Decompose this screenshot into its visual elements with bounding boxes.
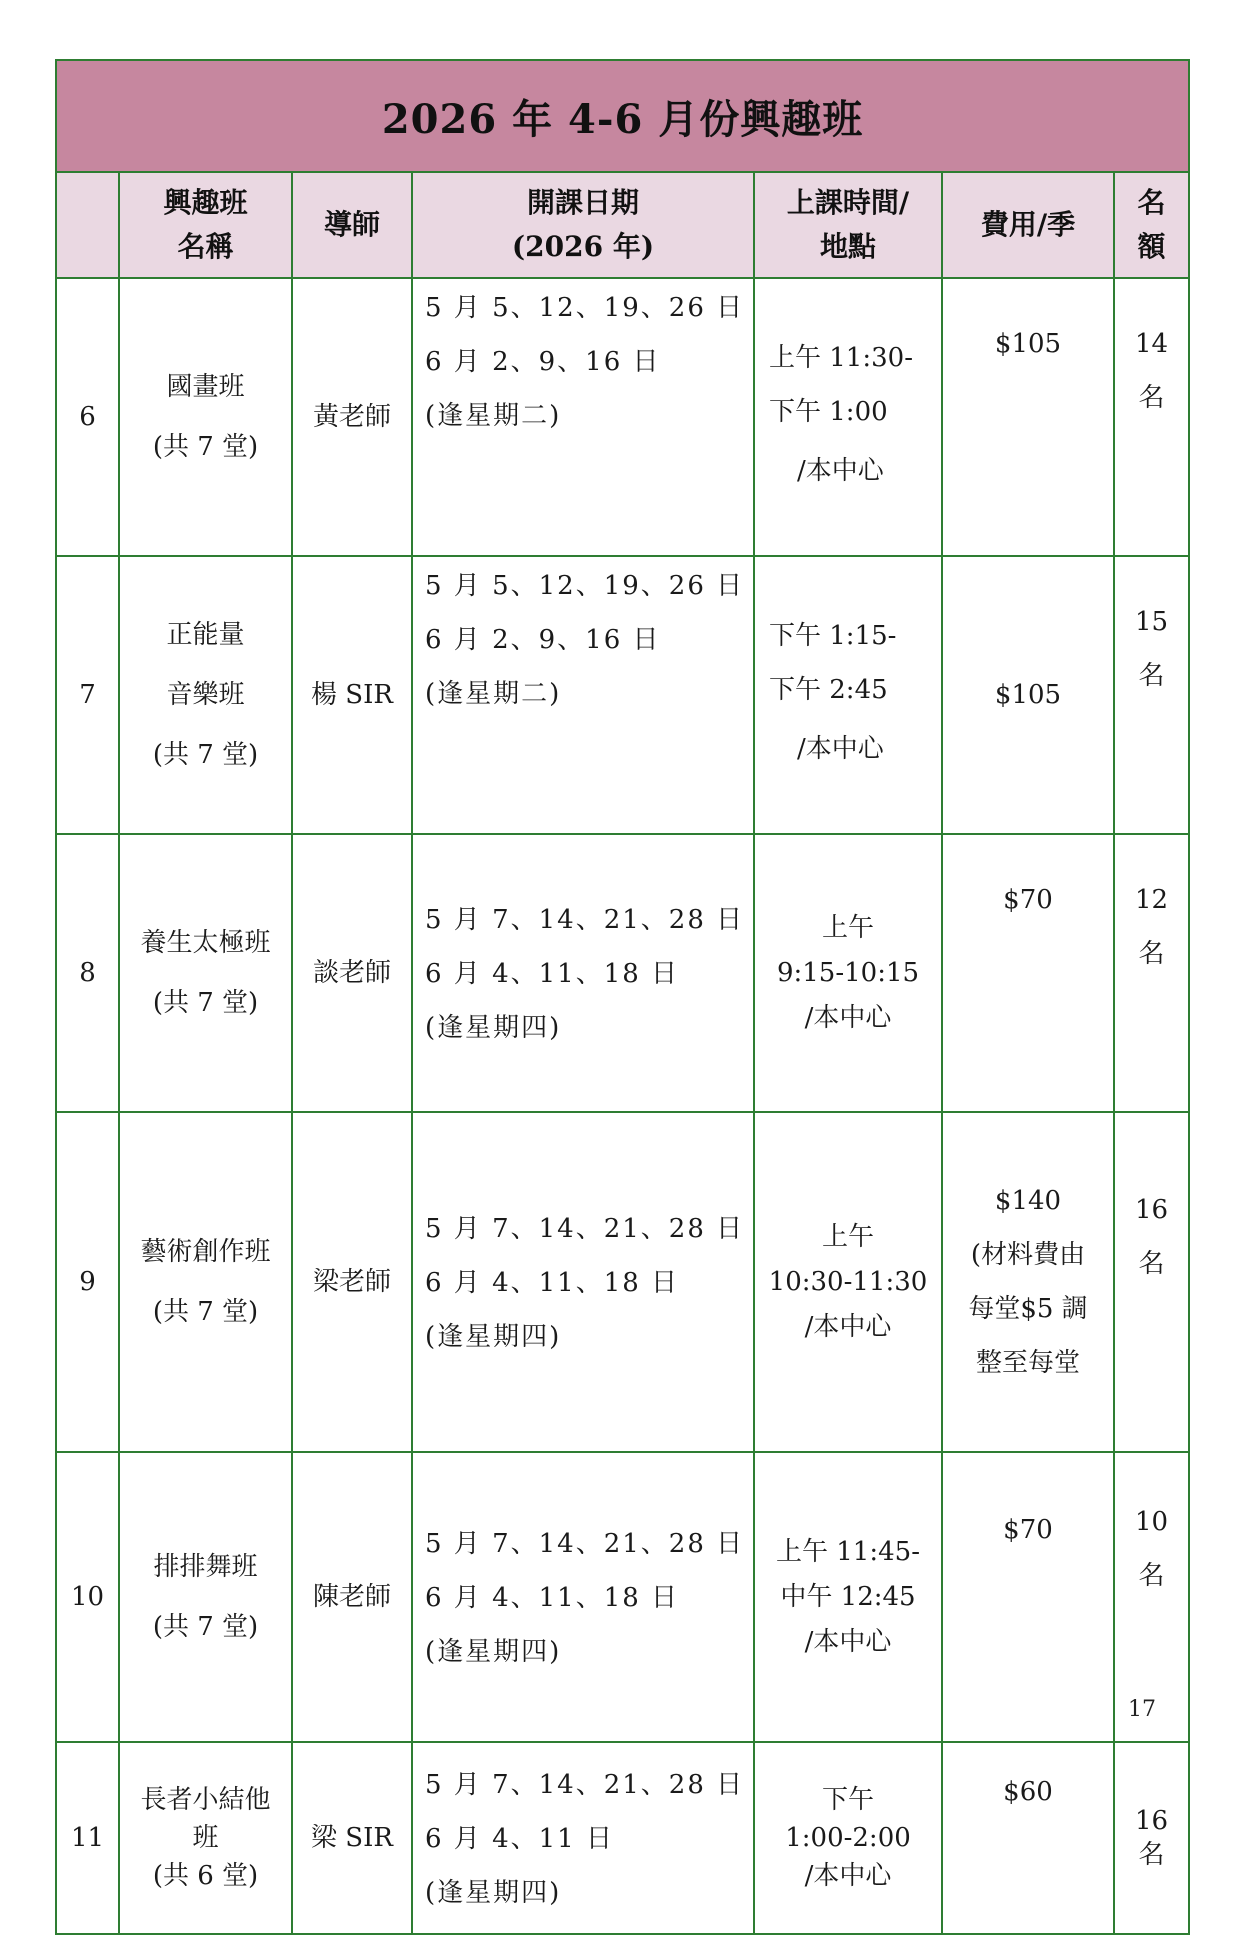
dates-cell xyxy=(412,1742,754,1934)
page-title: 2026 年 4-6 月份興趣班 xyxy=(56,60,1189,172)
date-line: (逢星期四) xyxy=(425,1013,562,1043)
row-number: 11 xyxy=(56,1742,119,1934)
time-line: 上午 xyxy=(821,1221,874,1252)
dates-cell xyxy=(412,278,754,556)
time-cell xyxy=(754,556,942,834)
quota-cell xyxy=(1114,834,1189,1112)
quota-cell xyxy=(1114,1742,1189,1934)
date-line: (逢星期四) xyxy=(425,1322,562,1352)
time-line: 上午 11:45- xyxy=(776,1536,920,1567)
table-row xyxy=(56,1742,1189,1934)
time-line: /本中心 xyxy=(804,1311,892,1342)
time-line: 上午 11:30- xyxy=(769,343,913,373)
date-line: (逢星期二) xyxy=(425,401,562,431)
quota-line: 10 xyxy=(1134,1507,1169,1537)
title-row xyxy=(56,60,1189,172)
time-line: /本中心 xyxy=(797,734,884,764)
time-cell xyxy=(754,1742,942,1934)
header-quota xyxy=(1114,172,1189,278)
date-line: 5 月 5、12、19、26 日 xyxy=(425,571,745,601)
header-class-name-line2: 名稱 xyxy=(177,230,234,263)
fee-line: (材料費由 xyxy=(970,1240,1086,1270)
time-line: /本中心 xyxy=(797,456,884,486)
time-line: 1:00-2:00 xyxy=(785,1823,911,1853)
time-line: 9:15-10:15 xyxy=(776,957,920,988)
header-quota-line1: 名 xyxy=(1137,186,1166,219)
header-quota-line2: 額 xyxy=(1137,230,1166,263)
class-name-line: 養生太極班 xyxy=(140,928,271,958)
header-dates-line2: (2026 年) xyxy=(511,230,655,263)
quota-line: 名 xyxy=(1138,383,1165,413)
quota-cell xyxy=(1114,278,1189,556)
fee-cell xyxy=(942,1452,1114,1742)
class-name-line: 班 xyxy=(192,1823,219,1853)
class-name-line: (共 7 堂) xyxy=(152,740,259,770)
tutor-cell: 梁 SIR xyxy=(292,1742,412,1934)
class-name-line: 排排舞班 xyxy=(153,1552,258,1582)
date-line: 6 月 4、11 日 xyxy=(425,1824,614,1854)
class-name-line: (共 7 堂) xyxy=(152,988,259,1018)
fee-cell xyxy=(942,556,1114,834)
course-table xyxy=(55,59,1190,1935)
time-line: 下午 1:15- xyxy=(769,621,897,651)
time-line: 上午 xyxy=(821,912,874,943)
header-no xyxy=(56,172,119,278)
quota-line: 名 xyxy=(1138,1249,1165,1279)
time-line: 下午 xyxy=(821,1785,874,1815)
date-line: 5 月 7、14、21、28 日 xyxy=(425,1770,745,1800)
date-line: (逢星期二) xyxy=(425,679,562,709)
class-name-cell xyxy=(119,1112,292,1452)
time-cell xyxy=(754,834,942,1112)
time-line: 中午 12:45 xyxy=(780,1581,916,1612)
tutor-cell: 陳老師 xyxy=(292,1452,412,1742)
quota-line: 16 xyxy=(1134,1195,1169,1225)
class-name-line: 正能量 xyxy=(166,620,245,650)
fee-line: $105 xyxy=(994,680,1062,710)
time-line: /本中心 xyxy=(804,1861,892,1891)
table-row xyxy=(56,556,1189,834)
header-dates-line1: 開課日期 xyxy=(526,186,639,219)
class-name-line: (共 7 堂) xyxy=(152,1612,259,1642)
date-line: 6 月 4、11、18 日 xyxy=(425,1268,680,1298)
class-name-line: 音樂班 xyxy=(166,680,245,710)
header-time xyxy=(754,172,942,278)
tutor-cell: 梁老師 xyxy=(292,1112,412,1452)
quota-line: 名 xyxy=(1138,939,1165,969)
header-tutor: 導師 xyxy=(292,172,412,278)
course-schedule-sheet xyxy=(55,59,1188,1935)
date-line: 5 月 7、14、21、28 日 xyxy=(425,1529,745,1559)
time-line: /本中心 xyxy=(804,1002,892,1033)
time-cell xyxy=(754,1112,942,1452)
class-name-line: (共 7 堂) xyxy=(152,1297,259,1327)
fee-line: $140 xyxy=(994,1186,1062,1216)
dates-cell xyxy=(412,556,754,834)
tutor-cell: 黃老師 xyxy=(292,278,412,556)
quota-line: 名 xyxy=(1138,1840,1165,1870)
table-row xyxy=(56,1112,1189,1452)
date-line: (逢星期四) xyxy=(425,1878,562,1908)
time-line: /本中心 xyxy=(804,1626,892,1657)
date-line: (逢星期四) xyxy=(425,1637,562,1667)
date-line: 5 月 7、14、21、28 日 xyxy=(425,1214,745,1244)
header-time-line2: 地點 xyxy=(819,230,876,263)
quota-cell xyxy=(1114,556,1189,834)
fee-cell xyxy=(942,278,1114,556)
tutor-cell: 楊 SIR xyxy=(292,556,412,834)
quota-line: 名 xyxy=(1138,661,1165,691)
table-row xyxy=(56,834,1189,1112)
fee-line: $60 xyxy=(1003,1777,1053,1807)
class-name-cell xyxy=(119,834,292,1112)
class-name-cell xyxy=(119,1742,292,1934)
header-time-line1: 上課時間/ xyxy=(786,186,910,219)
quota-line: 12 xyxy=(1134,885,1169,915)
fee-line: $105 xyxy=(994,329,1062,359)
class-name-cell xyxy=(119,556,292,834)
time-line: 下午 2:45 xyxy=(769,675,888,705)
fee-cell xyxy=(942,1742,1114,1934)
quota-cell xyxy=(1114,1112,1189,1452)
fee-line: $70 xyxy=(1003,1515,1053,1545)
row-number: 8 xyxy=(56,834,119,1112)
header-class-name xyxy=(119,172,292,278)
fee-line: $70 xyxy=(1003,885,1053,915)
date-line: 6 月 2、9、16 日 xyxy=(425,347,661,377)
class-name-line: 長者小結他 xyxy=(140,1785,271,1815)
row-number: 7 xyxy=(56,556,119,834)
date-line: 6 月 4、11、18 日 xyxy=(425,959,680,989)
class-name-line: (共 6 堂) xyxy=(152,1861,259,1891)
row-number: 9 xyxy=(56,1112,119,1452)
time-cell xyxy=(754,278,942,556)
dates-cell xyxy=(412,834,754,1112)
fee-cell xyxy=(942,1112,1114,1452)
table-row xyxy=(56,1452,1189,1742)
header-row xyxy=(56,172,1189,278)
class-name-line: (共 7 堂) xyxy=(152,432,259,462)
dates-cell xyxy=(412,1452,754,1742)
header-class-name-line1: 興趣班 xyxy=(163,186,248,219)
fee-cell xyxy=(942,834,1114,1112)
quota-line: 15 xyxy=(1134,607,1169,637)
class-name-cell xyxy=(119,278,292,556)
header-fee: 費用/季 xyxy=(942,172,1114,278)
time-line: 下午 1:00 xyxy=(769,397,888,427)
header-dates xyxy=(412,172,754,278)
date-line: 5 月 5、12、19、26 日 xyxy=(425,293,745,323)
time-cell xyxy=(754,1452,942,1742)
date-line: 6 月 4、11、18 日 xyxy=(425,1583,680,1613)
date-line: 5 月 7、14、21、28 日 xyxy=(425,905,745,935)
page-number: 17 xyxy=(1128,1697,1156,1722)
tutor-cell: 談老師 xyxy=(292,834,412,1112)
row-number: 10 xyxy=(56,1452,119,1742)
date-line: 6 月 2、9、16 日 xyxy=(425,625,661,655)
quota-line: 名 xyxy=(1138,1561,1165,1591)
class-name-cell xyxy=(119,1452,292,1742)
class-name-line: 藝術創作班 xyxy=(140,1237,271,1267)
row-number: 6 xyxy=(56,278,119,556)
class-name-line: 國畫班 xyxy=(166,372,245,402)
dates-cell xyxy=(412,1112,754,1452)
time-line: 10:30-11:30 xyxy=(768,1266,928,1297)
table-row xyxy=(56,278,1189,556)
fee-line: 整至每堂 xyxy=(975,1348,1080,1378)
quota-line: 14 xyxy=(1134,329,1169,359)
quota-line: 16 xyxy=(1134,1806,1169,1836)
fee-line: 每堂$5 調 xyxy=(968,1294,1088,1324)
